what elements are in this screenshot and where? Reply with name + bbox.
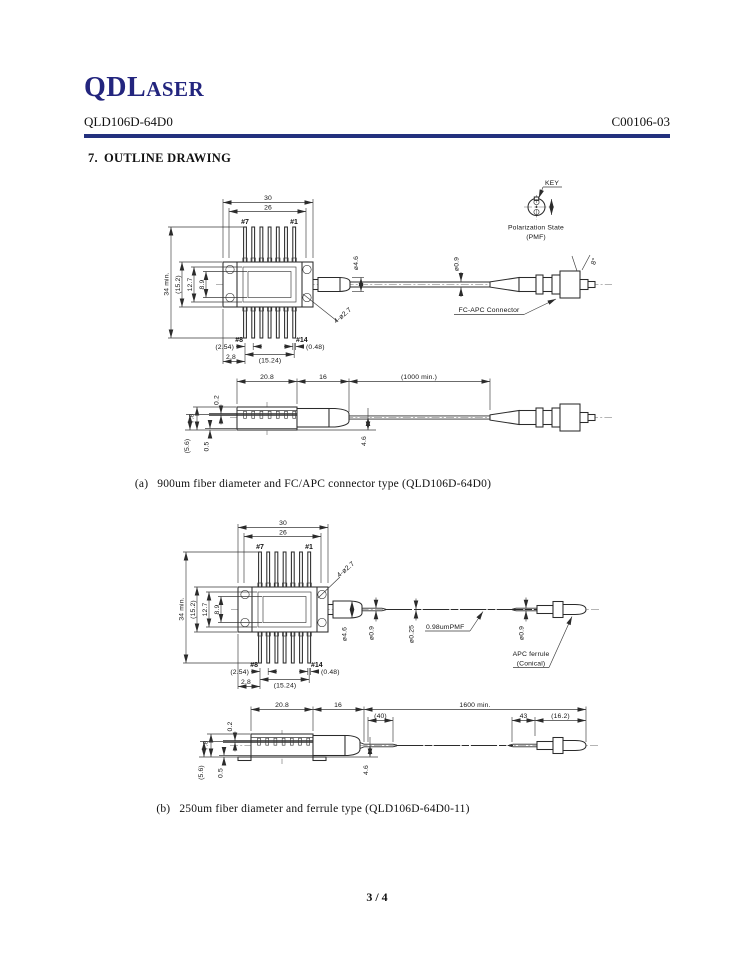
figure-b-caption-label: (b) <box>156 803 171 815</box>
pin-label-14: #14 <box>296 337 308 344</box>
dim-bare-fiber-diameter: ø0.25 <box>408 624 416 644</box>
pmf-fiber-label: 0.98umPMF <box>426 624 465 631</box>
dim-body-length: 26 <box>264 204 272 212</box>
pins-bottom-row <box>258 632 312 663</box>
pin-label-14: #14 <box>311 662 323 669</box>
dim-inner-width: 8.9 <box>214 604 221 615</box>
dim-height-min: 34 min. <box>178 597 186 621</box>
fc-apc-connector <box>490 271 595 298</box>
logo-text-small: ASER <box>146 77 205 101</box>
dim-base-height: (5.6) <box>198 765 205 780</box>
dim-base-thickness: 0.5 <box>203 441 211 452</box>
dim-lead-offset: 2.8 <box>241 679 251 686</box>
company-logo <box>84 72 204 104</box>
pmf-label: (PMF) <box>526 234 546 241</box>
dim-boot-length: 16 <box>334 702 342 709</box>
ferrule-label-line2: (Conical) <box>516 660 546 668</box>
figure-a-caption-text: 900um fiber diameter and FC/APC connector type (QLD106D-64D0) <box>157 478 492 490</box>
section-title: OUTLINE DRAWING <box>104 151 232 165</box>
pins-top-row <box>243 227 297 262</box>
dim-package-length: 20.8 <box>275 702 289 709</box>
fc-apc-connector-side <box>490 404 595 431</box>
dim-flange-width: (15.2) <box>190 600 197 619</box>
dim-package-length: 20.8 <box>260 374 274 381</box>
section-number: 7. <box>88 151 98 165</box>
dim-ferrule-length: (16.2) <box>551 713 570 720</box>
dim-base-thickness: 0.5 <box>217 768 225 778</box>
figure-a-caption-label: (a) <box>134 478 149 490</box>
dim-body-width: 12.7 <box>202 602 209 617</box>
dim-jacket-length: (40) <box>374 713 387 720</box>
pin-label-7: #7 <box>256 544 264 551</box>
pin-label-8: #8 <box>250 662 258 669</box>
dim-ferrule-fiber-diameter: ø0.9 <box>518 625 526 641</box>
pins-bottom-row <box>243 307 297 338</box>
dim-body-width: 12.7 <box>187 277 194 292</box>
dim-package-height: 7.8 <box>202 740 210 751</box>
dim-package-height: 7.8 <box>188 413 196 424</box>
dim-pin-width: (0.48) <box>321 669 340 676</box>
dim-fiber-length: 1600 min. <box>459 702 491 709</box>
connector-label: FC-APC Connector <box>458 307 520 314</box>
dim-fiber-diameter: ø0.9 <box>453 256 461 272</box>
apc-ferrule-side <box>537 738 586 754</box>
header-rule <box>84 134 670 138</box>
dim-body-length: 26 <box>279 529 287 537</box>
logo-text-large: QDL <box>84 72 147 103</box>
figure-b-top-view <box>179 520 601 690</box>
dim-pin-width: (0.48) <box>306 344 325 351</box>
dim-boot-diameter: ø4.6 <box>353 255 360 271</box>
dim-boot-diameter: ø4.6 <box>341 626 349 642</box>
figure-a-top-view <box>164 180 613 365</box>
dim-boot-length: 16 <box>319 374 327 381</box>
dim-pin-pitch: (2.54) <box>215 344 234 351</box>
pin-label-1: #1 <box>290 219 298 226</box>
dim-base-height: (5.6) <box>184 438 191 454</box>
figure-b-side-view <box>198 702 600 780</box>
dim-jacket-diameter: ø0.9 <box>368 625 376 641</box>
dim-fiber-length: (1000 min.) <box>400 374 438 381</box>
ferrule-label-line1: APC ferrule <box>512 651 550 658</box>
dim-fiber-height: 4.6 <box>363 765 370 775</box>
pin-label-8: #8 <box>235 337 243 344</box>
pin-label-1: #1 <box>305 544 313 551</box>
dim-pin-span: (15.24) <box>258 357 282 365</box>
dim-lead-offset: 2.8 <box>226 354 236 361</box>
dim-mount-holes: 4-ø2.7 <box>335 560 357 580</box>
polarization-state-label: Polarization State <box>508 224 564 232</box>
dim-pin-pitch: (2.54) <box>230 669 249 676</box>
dim-height-min: 34 min. <box>163 272 171 296</box>
dim-total-length: 30 <box>264 195 272 202</box>
figure-a-caption <box>60 478 566 490</box>
dim-ferrule-jacket-length: 43 <box>519 713 528 720</box>
dim-total-length: 30 <box>279 520 287 527</box>
document-reference: C00106-03 <box>611 114 670 129</box>
figure-b-caption-text: 250um fiber diameter and ferrule type (QLD106D-64D0-11) <box>179 803 470 815</box>
figure-a-side-view <box>184 374 612 453</box>
apc-ferrule <box>537 602 586 618</box>
dim-mount-holes: 4-ø2.7 <box>332 306 354 326</box>
dim-fiber-height: 4.6 <box>361 436 368 446</box>
pins-top-row <box>258 552 312 587</box>
pin-label-7: #7 <box>241 219 249 226</box>
dim-apc-angle: 8° <box>590 257 600 266</box>
figure-b-caption <box>60 803 566 815</box>
dim-lead-thickness: 0.2 <box>213 395 221 405</box>
document-code: QLD106D-64D0 <box>84 114 173 129</box>
dim-pin-span: (15.24) <box>273 682 297 690</box>
page-number: 3 / 4 <box>366 890 388 904</box>
dim-inner-width: 8.9 <box>199 279 206 290</box>
dim-lead-thickness: 0.2 <box>227 721 234 732</box>
polarization-key-diagram <box>508 180 564 241</box>
key-label: KEY <box>544 180 560 187</box>
dim-flange-width: (15.2) <box>175 275 182 294</box>
